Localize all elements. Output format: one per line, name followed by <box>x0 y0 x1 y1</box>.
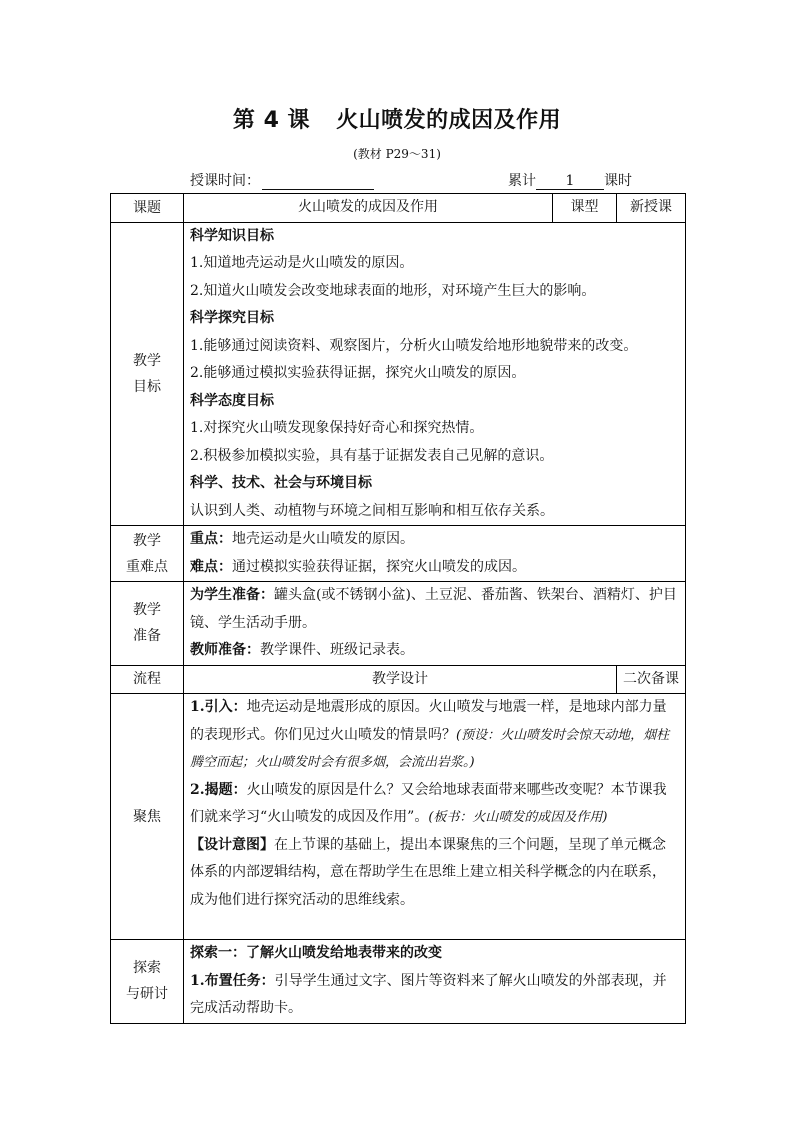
key-points-row <box>111 526 686 582</box>
focus-intro: 1.引入：地壳运动是地震形成的原因。火山喷发与地震一样，是地球内部力量的表现形式。你们见过火山喷发的情景吗？(预设：火山喷发时会惊天动地，烟柱腾空而起；火山喷发时会有很多烟，会流出岩浆。) <box>190 699 670 770</box>
explore-heading: 探索一：了解火山喷发给地表带来的改变 <box>190 945 442 961</box>
type-value: 新授课 <box>617 194 686 223</box>
focus-content <box>184 694 686 940</box>
student-preparation: 为学生准备：罐头盒(或不锈钢小盆)、土豆泥、番茄酱、铁架台、酒精灯、护目镜、学生活动手册。 <box>190 587 677 631</box>
flow-header-process: 流程 <box>111 665 184 694</box>
topic-row <box>111 194 686 223</box>
teaching-time <box>190 170 374 190</box>
lesson-title: 火山喷发的成因及作用 <box>336 108 562 133</box>
objectives-row <box>111 222 686 526</box>
focus-point: 重点：地壳运动是火山喷发的原因。 <box>190 531 414 547</box>
explore-content <box>184 940 686 1024</box>
preparation-row <box>111 582 686 666</box>
focus-row <box>111 694 686 940</box>
teaching-time-blank <box>262 176 374 190</box>
objectives-content <box>184 222 686 526</box>
objectives-label: 教学 目标 <box>111 222 184 526</box>
textbook-pages: (教材 P29～31) <box>353 147 441 161</box>
explore-task: 1.布置任务：引导学生通过文字、图片等资料来了解火山喷发的外部表现，并完成活动帮助卡。 <box>190 972 667 1016</box>
explore-row <box>111 940 686 1024</box>
inquiry-item-1: 1.能够通过阅读资料、观察图片，分析火山喷发给地形地貌带来的改变。 <box>190 337 638 354</box>
period-label: 课时 <box>604 173 632 189</box>
topic-label: 课题 <box>111 194 184 223</box>
cumulative-value: 1 <box>536 173 604 190</box>
attitude-item-1: 1.对探究火山喷发现象保持好奇心和探究热情。 <box>190 420 484 436</box>
type-label: 课型 <box>553 194 617 223</box>
focus-design-intent: 【设计意图】在上节课的基础上，提出本课聚焦的三个问题，呈现了单元概念体系的内部逻辑结构，意在帮助学生在思维上建立相关科学概念的内在联系，成为他们进行探究活动的思维线索。 <box>190 836 666 908</box>
knowledge-heading: 科学知识目标 <box>190 227 274 244</box>
topic-value: 火山喷发的成因及作用 <box>184 194 553 223</box>
teacher-preparation: 教师准备：教学课件、班级记录表。 <box>190 642 414 658</box>
teaching-time-label: 授课时间： <box>190 173 260 189</box>
flow-header-second-prep: 二次备课 <box>617 665 686 694</box>
attitude-heading: 科学态度目标 <box>190 392 274 409</box>
difficulty-point: 难点：通过模拟实验获得证据，探究火山喷发的成因。 <box>190 558 526 575</box>
key-points-label: 教学 重难点 <box>111 526 184 582</box>
focus-label: 聚焦 <box>111 694 184 940</box>
knowledge-item-2: 2.知道火山喷发会改变地球表面的地形，对环境产生巨大的影响。 <box>190 282 596 299</box>
preparation-label: 教学 准备 <box>111 582 184 666</box>
flow-header-design: 教学设计 <box>184 665 617 694</box>
knowledge-item-1: 1.知道地壳运动是火山喷发的原因。 <box>190 255 414 271</box>
inquiry-item-2: 2.能够通过模拟实验获得证据，探究火山喷发的原因。 <box>190 365 526 381</box>
cumulative-periods <box>508 170 632 190</box>
explore-label: 探索 与研讨 <box>111 940 184 1024</box>
key-points-content <box>184 526 686 582</box>
sts-item-1: 认识到人类、动植物与环境之间相互影响和相互依存关系。 <box>190 502 554 519</box>
lesson-plan-table <box>110 193 686 1024</box>
lesson-number: 第 4 课 <box>232 108 311 133</box>
lesson-meta <box>0 170 794 188</box>
page-title <box>0 103 794 134</box>
cumulative-label: 累计 <box>508 173 536 189</box>
preparation-content <box>184 582 686 666</box>
attitude-item-2: 2.积极参加模拟实验，具有基于证据发表自己见解的意识。 <box>190 447 554 464</box>
focus-reveal: 2.揭题：火山喷发的原因是什么？又会给地球表面带来哪些改变呢？本节课我们就来学习“火山喷发的成因及作用”。(板书：火山喷发的成因及作用) <box>190 781 667 825</box>
flow-header-row <box>111 665 686 694</box>
inquiry-heading: 科学探究目标 <box>190 310 274 326</box>
sts-heading: 科学、技术、社会与环境目标 <box>190 475 372 491</box>
